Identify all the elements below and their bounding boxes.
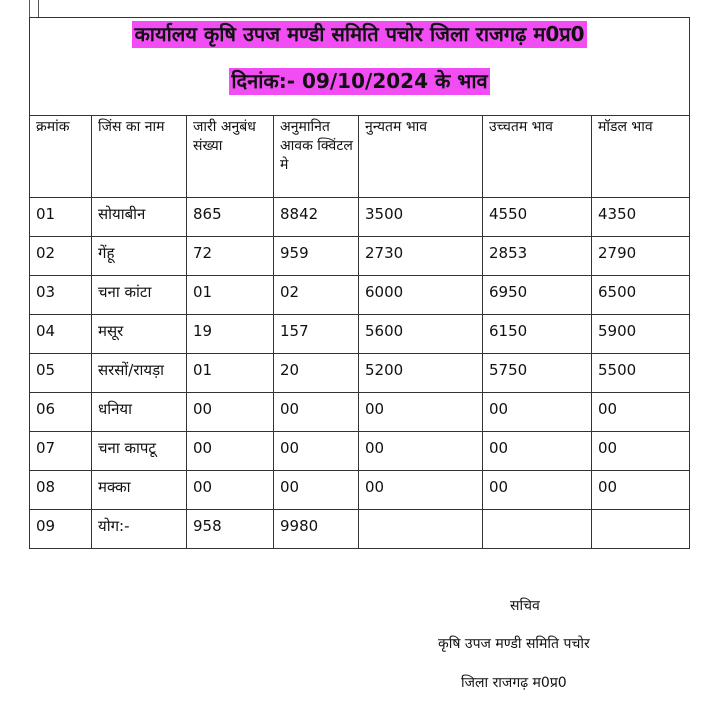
cell-contracts: 00 [187,471,274,510]
cell-serial: 04 [30,315,92,354]
cell-serial: 07 [30,432,92,471]
cell-min-price: 00 [359,471,483,510]
cell-modal-price: 00 [592,432,690,471]
cell-item: मक्का [92,471,187,510]
cell-arrival: 00 [274,393,359,432]
cell-min-price: 6000 [359,276,483,315]
table-row [30,432,690,471]
cell-max-price: 00 [483,393,592,432]
cell-max-price: 2853 [483,237,592,276]
cell-min-price [359,510,483,549]
cell-arrival: 959 [274,237,359,276]
signature-designation: सचिव [510,598,540,614]
cell-max-price [483,510,592,549]
cell-item: योग:- [92,510,187,549]
cell-min-price: 5200 [359,354,483,393]
table-header [30,18,690,116]
cell-modal-price: 6500 [592,276,690,315]
col-modal-price: मॉडल भाव [592,116,690,198]
page-edge-line [38,0,39,18]
cell-serial: 06 [30,393,92,432]
cell-arrival: 02 [274,276,359,315]
cell-arrival: 20 [274,354,359,393]
cell-min-price: 00 [359,432,483,471]
cell-serial: 02 [30,237,92,276]
cell-item: चना कांटा [92,276,187,315]
cell-max-price: 4550 [483,198,592,237]
cell-contracts: 958 [187,510,274,549]
col-serial: क्रमांक [30,116,92,198]
cell-item: धनिया [92,393,187,432]
cell-arrival: 00 [274,432,359,471]
cell-min-price: 00 [359,393,483,432]
cell-max-price: 6150 [483,315,592,354]
cell-contracts: 01 [187,354,274,393]
cell-serial: 09 [30,510,92,549]
col-contracts: जारी अनुबंध संख्या [187,116,274,198]
cell-modal-price: 5900 [592,315,690,354]
cell-item: सरसों/रायड़ा [92,354,187,393]
col-item: जिंस का नाम [92,116,187,198]
table-row [30,393,690,432]
cell-item: गेंहू [92,237,187,276]
column-header-row [30,116,690,198]
cell-arrival: 157 [274,315,359,354]
date-line: दिनांक:- 09/10/2024 के भाव [231,69,488,93]
col-arrival: अनुमानित आवक क्विंटल मे [274,116,359,198]
cell-contracts: 72 [187,237,274,276]
cell-min-price: 3500 [359,198,483,237]
cell-max-price: 6950 [483,276,592,315]
cell-modal-price: 00 [592,393,690,432]
cell-serial: 05 [30,354,92,393]
cell-arrival: 00 [274,471,359,510]
cell-item: मसूर [92,315,187,354]
cell-serial: 08 [30,471,92,510]
table-row [30,510,690,549]
cell-serial: 03 [30,276,92,315]
cell-item: चना कापटू [92,432,187,471]
cell-modal-price: 2790 [592,237,690,276]
cell-arrival: 9980 [274,510,359,549]
signature-district: जिला राजगढ़ म0प्र0 [461,675,567,691]
cell-contracts: 00 [187,393,274,432]
cell-min-price: 5600 [359,315,483,354]
cell-max-price: 5750 [483,354,592,393]
page-edge-line [29,0,30,18]
table-row [30,276,690,315]
table-row [30,315,690,354]
rate-table [29,17,690,549]
office-title: कार्यालय कृषि उपज मण्डी समिति पचोर जिला राजगढ़ म0प्र0 [134,22,585,46]
cell-contracts: 865 [187,198,274,237]
cell-modal-price: 00 [592,471,690,510]
cell-max-price: 00 [483,432,592,471]
table-row [30,471,690,510]
cell-item: सोयाबीन [92,198,187,237]
cell-contracts: 19 [187,315,274,354]
table-row [30,198,690,237]
table-row [30,237,690,276]
table-row [30,354,690,393]
cell-contracts: 01 [187,276,274,315]
col-max-price: उच्चतम भाव [483,116,592,198]
cell-arrival: 8842 [274,198,359,237]
cell-contracts: 00 [187,432,274,471]
cell-modal-price: 4350 [592,198,690,237]
cell-serial: 01 [30,198,92,237]
cell-max-price: 00 [483,471,592,510]
col-min-price: नुन्यतम भाव [359,116,483,198]
cell-modal-price: 5500 [592,354,690,393]
cell-min-price: 2730 [359,237,483,276]
cell-modal-price [592,510,690,549]
signature-office: कृषि उपज मण्डी समिति पचोर [438,636,590,652]
